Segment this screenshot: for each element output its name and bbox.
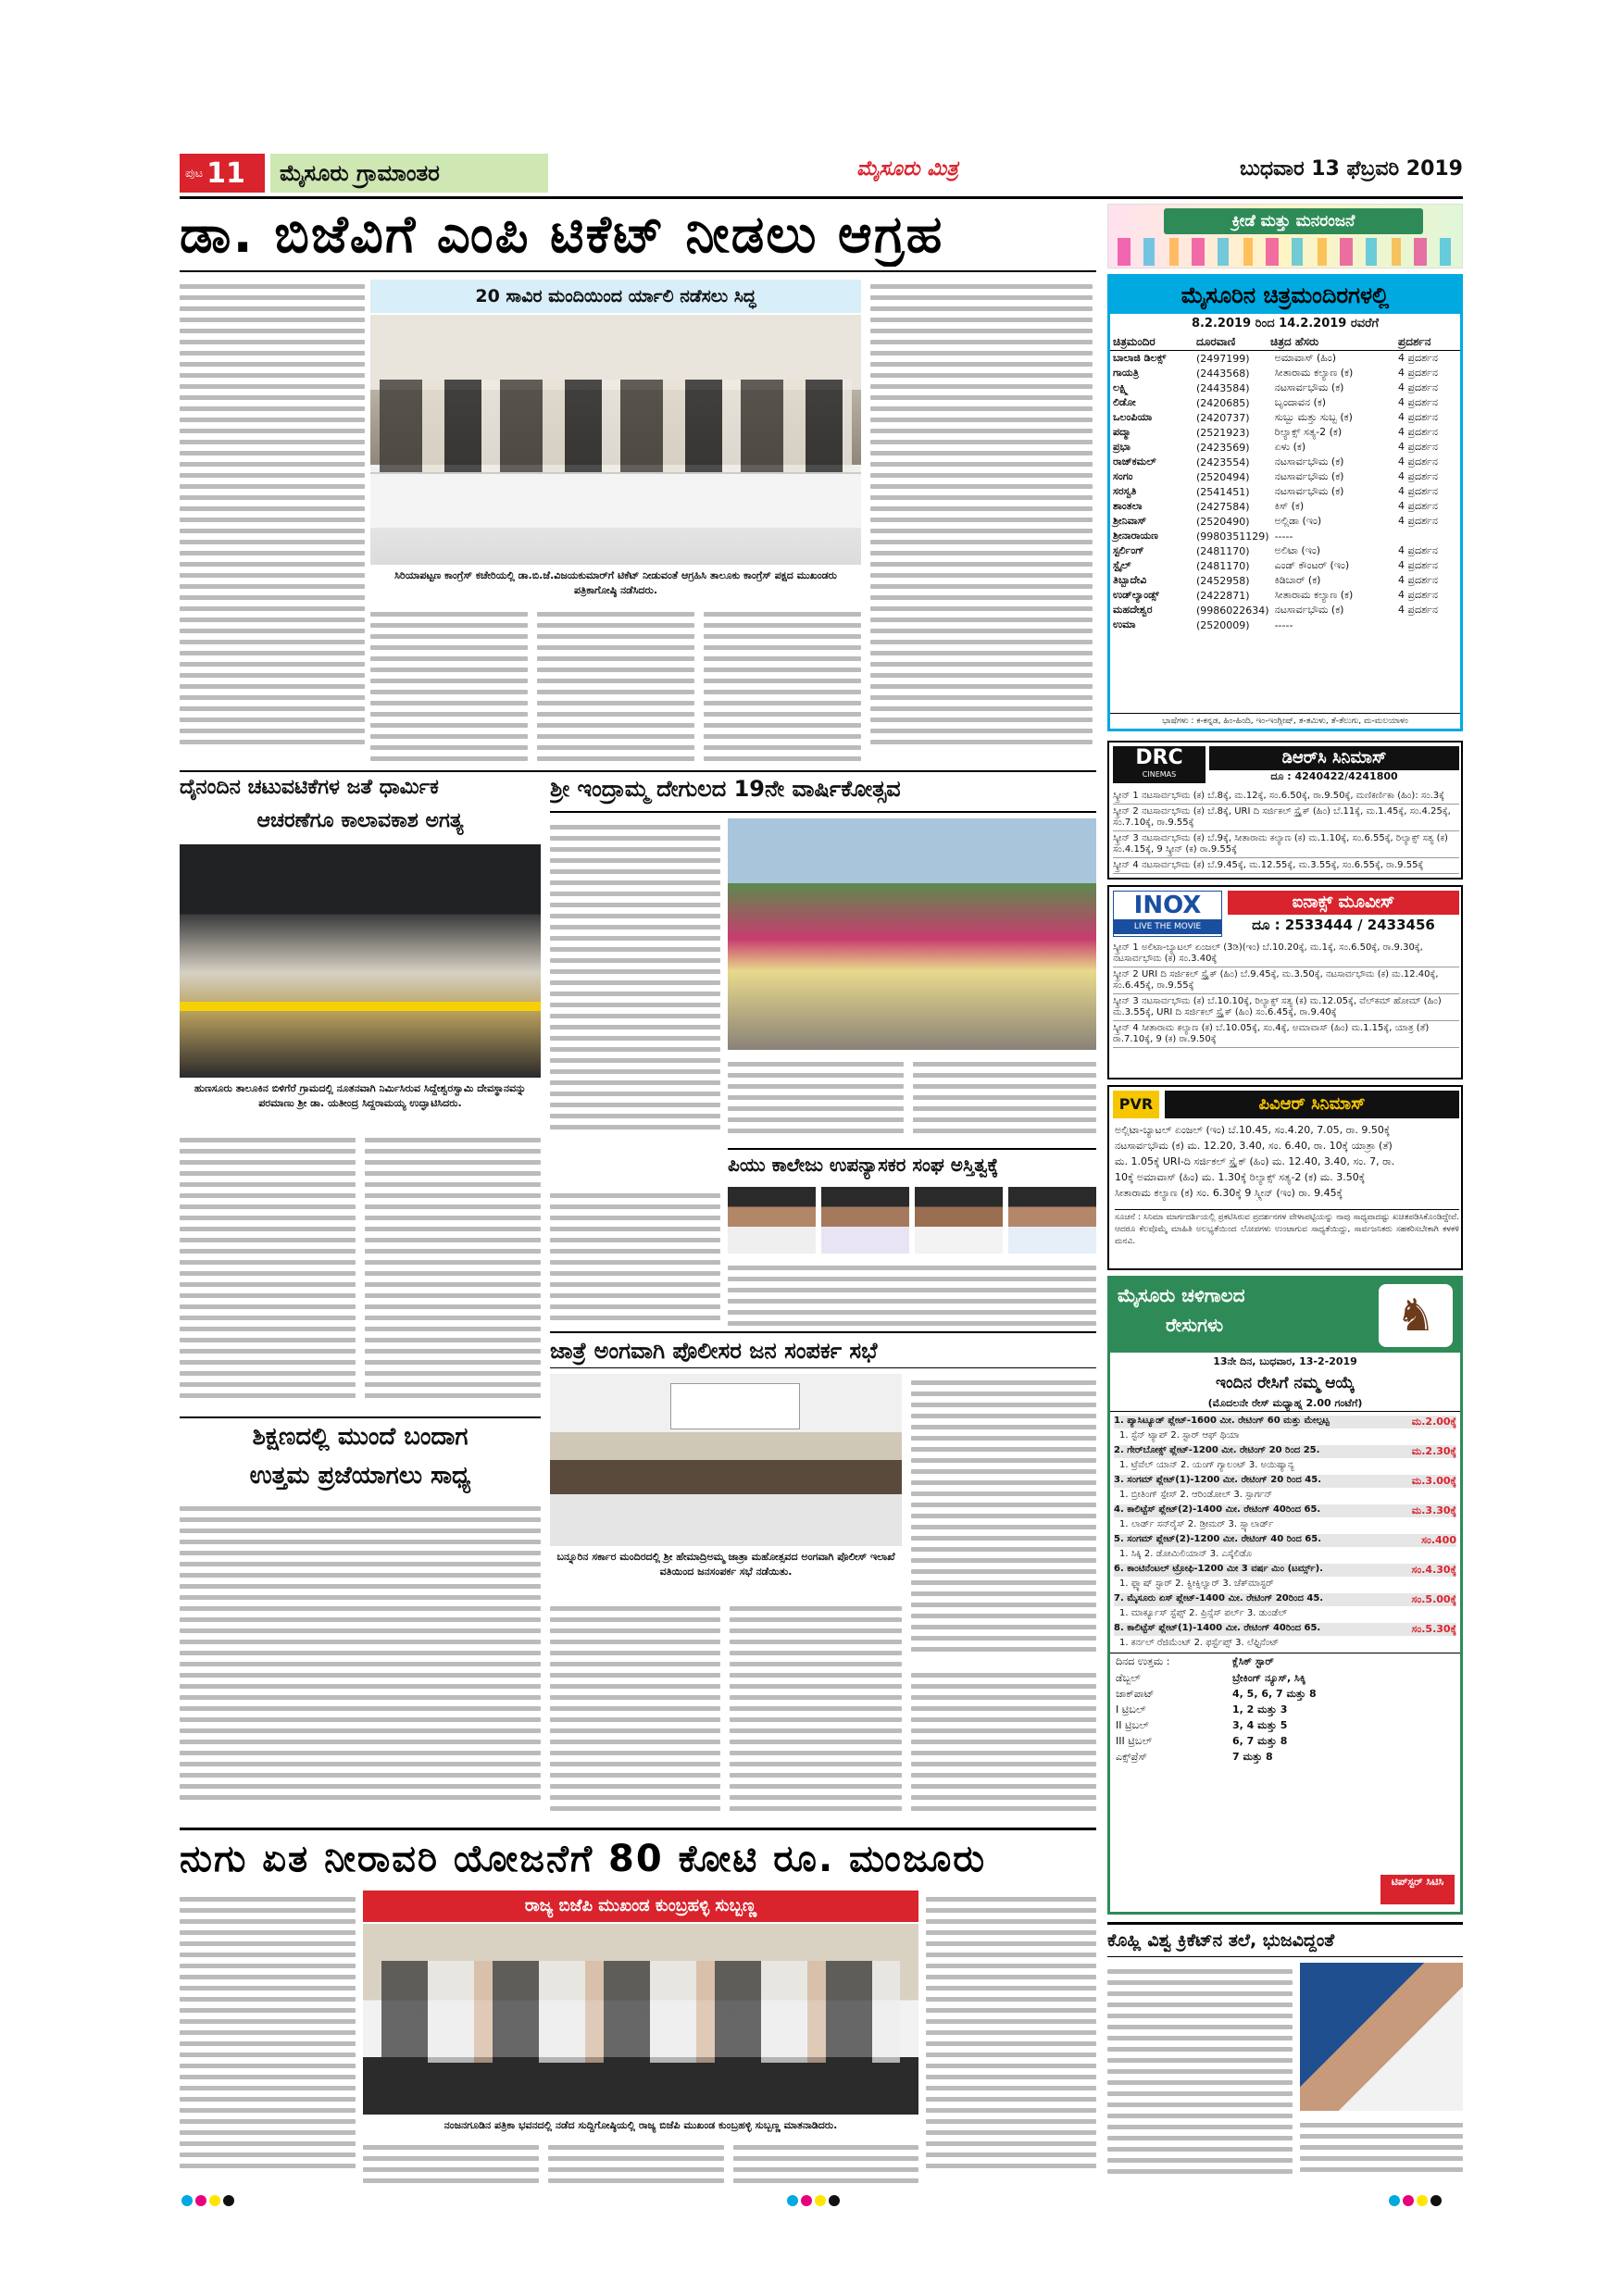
cyan-dot	[1389, 2195, 1400, 2206]
story7-body-col1	[180, 1890, 356, 2183]
theatre-name: ಸರಸ್ವತಿ	[1113, 485, 1137, 497]
yellow-dot	[209, 2195, 220, 2206]
theatre-shows: 4 ಪ್ರದರ್ಶನ	[1398, 544, 1438, 556]
theatre-row	[1110, 410, 1460, 425]
lead-body-col1	[180, 278, 365, 767]
theatre-shows: 4 ಪ್ರದರ್ಶನ	[1398, 500, 1438, 512]
story6-body	[180, 1500, 541, 1822]
theatre-shows	[1395, 529, 1460, 543]
race-head	[1114, 1475, 1456, 1488]
magenta-dot	[1403, 2195, 1414, 2206]
theatre-phone: (2520494)	[1196, 470, 1250, 483]
story5-caption: ಬನ್ನೂರಿನ ಸರ್ಕಾರ ಮಂದಿರದಲ್ಲಿ ಶ್ರೀ ಹೇಮಾದ್ರಿಅಮ್ಮ ಜಾತ್ರಾ ಮಹೋತ್ಸವದ ಅಂಗವಾಗಿ ಪೊಲೀಸ್ ಇಲಾಖೆ ವತಿಯಿಂದ ಜನಸಂಪರ್ಕ ಸಭೆ ನಡೆಯಿತು.	[550, 1548, 902, 1594]
race-pick: 1. ಸಿಕ್ಕಿ 2. ಡೋಮಿಲಿಯಾನ್ 3. ಎಸ್ಕೆಲಿಡೊ	[1119, 1549, 1253, 1559]
story3-photo	[728, 818, 1096, 1050]
portrait-4	[1008, 1187, 1096, 1254]
race-time: ಮ.2.00ಕ್ಕೆ	[1411, 1416, 1456, 1428]
pvr-show-line: ಸೀತಾರಾಮ ಕಲ್ಯಾಣ (ಕ) ಸಂ. 6.30ಕ್ಕೆ 9 ಸ್ಕ್ರೀನ್ (ಇಂ) ರಾ. 9.45ಕ್ಕೆ	[1115, 1187, 1343, 1199]
theatre-film: ನಟಸಾರ್ವಭೌಮ (ಕ)	[1274, 381, 1344, 393]
theatre-film: ಅಲಿಟಾ (ಇಂ)	[1274, 544, 1321, 556]
lead-subhead: 20 ಸಾವಿರ ಮಂದಿಯಿಂದ ರ್ಯಾಲಿ ನಡೆಸಲು ಸಿದ್ಧ	[370, 280, 861, 313]
race-pick: 1. ಲಾರ್ಡ್ ಸನ್‌ರೈಸ್ 2. ಡ್ರೀಮರ್ 3. ಸ್ಪ್ಯಾಲಾರ್ಡ್	[1119, 1519, 1274, 1529]
theatre-film: ನಟಸಾರ್ವಭೌಮ (ಕ)	[1274, 455, 1344, 468]
story2-caption: ಹುಣಸೂರು ತಾಲೂಕಿನ ಬಿಳಿಗೆರೆ ಗ್ರಾಮದಲ್ಲಿ ನೂತನವಾಗಿ ನಿರ್ಮಿಸಿರುವ ಸಿದ್ದೇಶ್ವರಸ್ವಾಮಿ ದೇವಸ್ಥಾನವನ್ನು ಪರಮಾಣು ಶ್ರೀ ಡಾ. ಯತೀಂದ್ರ ಸಿದ್ದರಾಮಯ್ಯ ಉದ್ಘಾಟಿಸಿದರು.	[180, 1079, 541, 1126]
race-tipster: ಟಿಪ್‌ಸ್ಟರ್ ಸಿಟಿಸಿ	[1380, 1875, 1455, 1904]
inox-logo	[1113, 891, 1222, 937]
race-box	[1107, 1276, 1463, 1915]
theatre-film: ಏಳು (ಕ)	[1274, 441, 1306, 453]
theatre-phone: (2420737)	[1196, 411, 1250, 424]
row4-rule	[180, 1828, 1096, 1830]
story5-body-col4	[911, 1666, 1096, 1822]
theatre-name: ಒಲಂಪಿಯಾ	[1113, 411, 1153, 423]
race-head	[1114, 1504, 1456, 1517]
drc-logo-text: DRC	[1135, 746, 1183, 769]
story5-banner	[670, 1383, 800, 1429]
theatre-film: ಸುಬ್ಬು ಮತ್ತು ಸುಬ್ಬ (ಕ)	[1274, 411, 1353, 423]
inox-screens	[1113, 941, 1459, 1078]
story8-body	[1107, 1963, 1293, 2181]
theatre-phone: (2423554)	[1196, 455, 1250, 468]
theatre-row	[1110, 558, 1460, 573]
registration-dots-right	[1389, 2192, 1463, 2205]
black-dot	[829, 2195, 840, 2206]
story7-body-col4	[733, 2139, 918, 2183]
theatre-shows: 4 ಪ್ರದರ್ಶನ	[1398, 515, 1438, 527]
theatre-name: ಮಹದೇಶ್ವರ	[1113, 604, 1153, 616]
theatre-box	[1107, 274, 1463, 731]
theatre-phone: (2443568)	[1196, 367, 1250, 380]
theatre-row	[1110, 573, 1460, 588]
row2-rule	[180, 770, 1096, 772]
race-time: ಮ.3.30ಕ್ಕೆ	[1411, 1504, 1456, 1516]
story7-body-col5	[926, 1890, 1096, 2183]
jackpot-label: I ಟ್ರಿಬಲ್	[1116, 1703, 1146, 1716]
inox-screen-line: ಸ್ಕ್ರೀನ್ 2 URI ದಿ ಸರ್ಜಿಕಲ್ ಸ್ಟ್ರೈಕ್ (ಹಿಂ) ಬೆ.9.45ಕ್ಕೆ, ಮ.3.50ಕ್ಕೆ, ನಟಸಾರ್ವಭೌಮ (ಕ) ಮ.12.40ಕ್ಕೆ, ಸಂ.6.45ಕ್ಕೆ, ರಾ.9.55ಕ್ಕೆ	[1113, 967, 1459, 994]
race-time: ಸಂ.400	[1421, 1534, 1456, 1546]
pvr-show-line: ಅಲ್ಲಿಟಾ-ಬ್ಯಾಟಲ್ ಏಂಜಲ್ (ಇಂ) ಬೆ.10.45, ಸಂ.4.20, 7.05, ರಾ. 9.50ಕ್ಕೆ	[1115, 1124, 1391, 1136]
theatre-row	[1110, 366, 1460, 381]
theatre-row	[1110, 440, 1460, 455]
cyan-dot	[787, 2195, 798, 2206]
theatre-shows: 4 ಪ್ರದರ್ಶನ	[1398, 470, 1438, 482]
theatre-row	[1110, 455, 1460, 469]
registration-dots-center	[787, 2192, 861, 2205]
theatre-film: ಅಲ್ಲಿಡಾ (ಇಂ)	[1274, 515, 1322, 527]
race-pick: 1. ಮಾರ್ಕ್ಯೂಸ್ ಸ್ಟೆಪ್ಸ್ 2. ಪ್ರಿನ್ಸೆಸ್ ಪರ್ಲ್ 3. ಡುಂಡೆಲ್	[1119, 1608, 1288, 1618]
lead-photo	[370, 315, 861, 565]
story2-photo	[180, 844, 541, 1078]
race-title-line: 5. ಸಂಗಮ್ ಪ್ಲೇಟ್(2)-1200 ಮೀ. ರೇಟಿಂಗ್ 40 ರಿಂದ 65.	[1114, 1534, 1321, 1544]
race-title-line: 2. ಗೇರ್‌ಬೋಕ್ಸ್ ಪ್ಲೇಟ್-1200 ಮೀ. ರೇಟಿಂಗ್ 20 ರಿಂದ 25.	[1114, 1445, 1320, 1455]
theatre-name: ಶ್ರೀನಾರಾಯಣ	[1113, 530, 1158, 542]
race-day-best-value: ಕ್ಲೆಸಿಕ್ ಸ್ಟಾರ್	[1232, 1655, 1274, 1667]
theatre-film: ನಟಸಾರ್ವಭೌಮ (ಕ)	[1274, 604, 1344, 616]
theatre-phone: (2520490)	[1196, 515, 1250, 528]
theatre-phone: (2481170)	[1196, 544, 1250, 557]
theatre-row	[1110, 381, 1460, 395]
theatre-row	[1110, 514, 1460, 529]
yellow-dot	[1417, 2195, 1428, 2206]
story8-headline: ಕೊಹ್ಲಿ ವಿಶ್ವ ಕ್ರಿಕೆಟ್‌ನ ತಲೆ, ಭುಜವಿದ್ದಂತೆ	[1107, 1922, 1463, 1957]
theatre-film: -----	[1274, 618, 1293, 631]
race-head	[1114, 1534, 1456, 1547]
race-time: ಮ.3.00ಕ್ಕೆ	[1411, 1475, 1456, 1487]
theatre-film: ನಟಸಾರ್ವಭೌಮ (ಕ)	[1274, 485, 1344, 497]
theatre-title: ಮೈಸೂರಿನ ಚಿತ್ರಮಂದಿರಗಳಲ್ಲಿ	[1110, 277, 1460, 314]
race-title-line: 3. ಸಂಗಮ್ ಪ್ಲೇಟ್(1)-1200 ಮೀ. ರೇಟಿಂಗ್ 20 ರಿಂದ 45.	[1114, 1475, 1321, 1485]
theatre-shows: 4 ಪ್ರದರ್ಶನ	[1398, 352, 1438, 364]
race-title-line: 4. ಕಾಲಿಟ್ಟೆಸ್ ಪ್ಲೇಟ್(2)-1400 ಮೀ. ರೇಟಿಂಗ್ 40ರಿಂದ 65.	[1114, 1504, 1321, 1515]
theatre-rows	[1110, 351, 1460, 632]
theatre-name: ಗಾಯತ್ರಿ	[1113, 367, 1139, 379]
theatre-row	[1110, 618, 1460, 632]
lead-caption: ಸಿರಿಯಾಪಟ್ಟಣ ಕಾಂಗ್ರೆಸ್ ಕಚೇರಿಯಲ್ಲಿ ಡಾ.ಬಿ.ಜೆ.ವಿಜಯಕುಮಾರ್‌ಗೆ ಟಿಕೆಟ್ ನೀಡುವಂತೆ ಆಗ್ರಹಿಸಿ ತಾಲೂಕು ಕಾಂಗ್ರೆಸ್ ಪಕ್ಷದ ಮುಖಂಡರು ಪತ್ರಿಕಾಗೋಷ್ಠಿ ನಡೆಸಿದರು.	[370, 567, 861, 600]
theatre-shows: 4 ಪ್ರದರ್ಶನ	[1398, 559, 1438, 571]
theatre-phone: (2423569)	[1196, 441, 1250, 454]
portrait-3	[915, 1187, 1003, 1254]
sports-banner-label: ಕ್ರೀಡೆ ಮತ್ತು ಮನರಂಜನೆ	[1164, 208, 1423, 234]
issue-date: ಬುಧವಾರ 13 ಫೆಬ್ರವರಿ 2019	[1239, 157, 1463, 181]
race-day-best-label: ದಿನದ ಉತ್ತಮ :	[1116, 1655, 1170, 1667]
inox-phone: ದೂ : 2533444 / 2433456	[1252, 917, 1435, 933]
theatre-phone: (9986022634)	[1196, 604, 1269, 617]
theatre-name: ಸ್ಟರ್ಲಿಂಗ್	[1113, 544, 1144, 556]
race-start-time: (ಮೊದಲನೇ ರೇಸ್ ಮಧ್ಯಾಹ್ನ 2.00 ಗಂಟೆಗೆ)	[1110, 1395, 1460, 1412]
race-title-line: 8. ಕಾಲಿಟ್ಟೆಸ್ ಪ್ಲೇಟ್(1)-1400 ಮೀ. ರೇಟಿಂಗ್ 40ರಿಂದ 65.	[1114, 1623, 1321, 1633]
story2-ribbon	[180, 1002, 541, 1011]
story8-body-col2	[1300, 2116, 1463, 2181]
lead-body-col5	[870, 278, 1093, 767]
story4-headline: ಪಿಯು ಕಾಲೇಜು ಉಪನ್ಯಾಸಕರ ಸಂಘ ಅಸ್ತಿತ್ವಕ್ಕೆ	[728, 1148, 1096, 1181]
jackpot-label: ಜಾಕ್‌ಪಾಟ್	[1116, 1688, 1155, 1700]
theatre-phone: (2427584)	[1196, 500, 1250, 513]
race-head	[1114, 1416, 1456, 1429]
story6-headline1: ಶಿಕ್ಷಣದಲ್ಲಿ ಮುಂದೆ ಬಂದಾಗ	[180, 1416, 541, 1454]
race-time: ಸಂ.4.30ಕ್ಕೆ	[1411, 1564, 1456, 1576]
story4-portraits	[728, 1187, 1096, 1254]
theatre-name: ಸ್ಟೈಲ್	[1113, 559, 1131, 571]
sports-figures-icon	[1118, 238, 1455, 266]
jackpot-label: ಎಕ್ಸ್‌ಪ್ರೆಸ್	[1116, 1751, 1148, 1763]
drc-phone: ದೂ : 4240422/4241800	[1270, 770, 1398, 782]
theatre-film: ಕಿಸ್ (ಕ)	[1274, 500, 1305, 512]
story7-caption: ನಂಜನಗೂಡಿನ ಪತ್ರಿಕಾ ಭವನದಲ್ಲಿ ನಡೆದ ಸುದ್ದಿಗೋಷ್ಠಿಯಲ್ಲಿ ರಾಜ್ಯ ಬಿಜೆಪಿ ಮುಖಂಡ ಕುಂಬ್ರಹಳ್ಳಿ ಸುಬ್ಬಣ್ಣ ಮಾತನಾಡಿದರು.	[363, 2116, 918, 2135]
theatre-phone: (2520009)	[1196, 618, 1250, 631]
theatre-name: ಶ್ರೀನಿವಾಸ್	[1113, 515, 1147, 527]
lead-body-col3	[537, 605, 694, 768]
black-dot	[223, 2195, 234, 2206]
race-time: ಸಂ.5.30ಕ್ಕೆ	[1411, 1623, 1456, 1635]
theatre-shows: 4 ಪ್ರದರ್ಶನ	[1398, 411, 1438, 423]
theatre-phone: (2541451)	[1196, 485, 1250, 498]
story5-body-col1	[911, 1374, 1096, 1661]
theatre-name: ಸಂಗಂ	[1113, 470, 1133, 482]
theatre-phone: (2481170)	[1196, 559, 1250, 572]
theatre-name: ಲಿಡೋ	[1113, 396, 1136, 408]
theatre-name: ಉಮಾ	[1113, 618, 1136, 630]
story3-body-col3	[913, 1055, 1096, 1144]
story2-body-col2	[365, 1131, 541, 1409]
theatre-name: ಶಾಂತಲಾ	[1113, 500, 1143, 512]
race-head	[1114, 1445, 1456, 1458]
magenta-dot	[195, 2195, 206, 2206]
jackpot-label: III ಟ್ರಿಬಲ್	[1116, 1735, 1153, 1747]
theatre-shows: 4 ಪ್ರದರ್ಶನ	[1398, 589, 1438, 601]
race-title-line: 1. ಪ್ಯಾಸಿಟ್ಯೂಡ್ ಪ್ಲೇಟ್-1600 ಮೀ. ರೇಟಿಂಗ್ 60 ಮತ್ತು ಮೇಲ್ಪಟ್ಟ	[1114, 1416, 1330, 1426]
inox-logo-text: INOX	[1133, 892, 1202, 919]
theatre-phone: (2443584)	[1196, 381, 1250, 394]
theatre-phone: (2521923)	[1196, 426, 1250, 439]
race-pick: 1. ಬ್ರೀತಿಂಗ್ ಸ್ಪೇಸ್ 2. ಆರಿಂಡೋಲ್ 3. ಸ್ಪಾರ್ಗನ್	[1119, 1490, 1273, 1500]
theatre-film: ನಟಸಾರ್ವಭೌಮ (ಕ)	[1274, 470, 1344, 482]
race-head	[1114, 1564, 1456, 1577]
story7-subhead: ರಾಜ್ಯ ಬಿಜೆಪಿ ಮುಖಂಡ ಕುಂಬ್ರಹಳ್ಳಿ ಸುಬ್ಬಣ್ಣ	[363, 1890, 918, 1922]
pvr-title: ಪಿವಿಆರ್ ಸಿನಿಮಾಸ್	[1165, 1091, 1459, 1118]
jackpot-value: 4, 5, 6, 7 ಮತ್ತು 8	[1232, 1688, 1317, 1700]
pvr-show-line: ನಟಸಾರ್ವಭೌಮ (ಕ) ಮ. 12.20, 3.40, ಸಂ. 6.40, ರಾ. 10ಕ್ಕೆ ಯಾತ್ರಾ (ತೆ)	[1115, 1140, 1393, 1152]
pvr-lines	[1115, 1122, 1459, 1205]
section-title: ಮೈಸೂರು ಗ್ರಾಮಾಂತರ	[270, 154, 548, 193]
race-head	[1114, 1593, 1456, 1606]
race-day-best-row	[1110, 1653, 1460, 1670]
story3-body-col2	[728, 1055, 904, 1144]
drc-screen-line: ಸ್ಕ್ರೀನ್ 3 ನಟಸಾರ್ವಭೌಮ (ಕ) ಬೆ.9ಕ್ಕೆ, ಸೀತಾರಾಮ ಕಲ್ಯಾಣ (ಕ) ಮ.1.10ಕ್ಕೆ, ಸಂ.6.55ಕ್ಕೆ, ರಿಲ್ಯಾಕ್ಸ್ ಸತ್ಯ (ಕ) ಸಂ.4.15ಕ್ಕೆ, 9 ಸ್ಕ್ರೀನ್ (ಕ) ರಾ.9.55ಕ್ಕೆ	[1113, 831, 1459, 858]
pvr-logo: PVR	[1113, 1091, 1159, 1118]
jackpot-row	[1116, 1733, 1455, 1749]
theatre-phone: (2422871)	[1196, 589, 1250, 602]
inox-title: ಐನಾಕ್ಸ್ ಮೂವೀಸ್	[1228, 891, 1459, 915]
pvr-show-line: 10ಕ್ಕೆ ಅಮಾವಾಸ್ (ಹಿಂ) ಮ. 1.30ಕ್ಕೆ ರಿಲ್ಯಾಕ್ಸ್ ಸತ್ಯ-2 (ಕ) ಮ. 3.50ಕ್ಕೆ	[1115, 1171, 1366, 1183]
theatre-film: ಬೃಂದಾವನ (ಕ)	[1274, 396, 1327, 408]
drc-title: ಡಿಆರ್‌ಸಿ ಸಿನಿಮಾಸ್	[1209, 746, 1459, 770]
race-day: 13ನೇ ದಿನ, ಬುಧವಾರ, 13-2-2019	[1213, 1355, 1357, 1367]
jackpot-row	[1116, 1749, 1455, 1765]
race-time: ಸಂ.5.00ಕ್ಕೆ	[1411, 1593, 1456, 1605]
sports-banner	[1107, 204, 1463, 268]
jackpot-row	[1116, 1670, 1455, 1686]
race-pick: 1. ಸ್ಟೆನ್ ಟ್ಯಾಪ್ 2. ಸ್ಟಾರ್ ಆಫ್ ಥಿಯಾ	[1119, 1430, 1240, 1441]
story2-headline1: ದೈನಂದಿನ ಚಟುವಟಿಕೆಗಳ ಜತೆ ಧಾರ್ಮಿಕ	[180, 776, 439, 799]
story2-headline2: ಆಚರಣೆಗೂ ಕಾಲಾವಕಾಶ ಅಗತ್ಯ	[256, 809, 464, 832]
story7-people	[381, 1961, 900, 2063]
theatre-col-phone: ದೂರವಾಣಿ	[1196, 335, 1236, 348]
inox-screen-line: ಸ್ಕ್ರೀನ್ 3 ನಟಸಾರ್ವಭೌಮ (ಕ) ಬೆ.10.10ಕ್ಕೆ, ರಿಲ್ಯಾಕ್ಸ್ ಸತ್ಯ (ಕ) ಮ.12.05ಕ್ಕೆ, ವೆಲ್‌ಕಮ್ ಹೋಮ್ (ಹಿಂ) ಮ.3.55ಕ್ಕೆ, URI ದಿ ಸರ್ಜಿಕಲ್ ಸ್ಟ್ರೈಕ್ (ಹಿಂ) ಸಂ.6.45ಕ್ಕೆ, ರಾ.9.40ಕ್ಕೆ	[1113, 994, 1459, 1021]
jackpot-label: ಡೆಬ್ಬಲ್	[1116, 1672, 1141, 1684]
story5-body-col2	[550, 1600, 720, 1822]
paper-name: ಮೈಸೂರು ಮಿತ್ರ	[856, 157, 958, 181]
race-head	[1114, 1623, 1456, 1636]
theatre-shows: 4 ಪ್ರದರ್ಶನ	[1398, 367, 1438, 379]
inox-screen-line: ಸ್ಕ್ರೀನ್ 1 ಅಲಿಟಾ-ಬ್ಯಾಟಲ್ ಏಂಜಲ್ (3ಡಿ)(ಇಂ) ಬೆ.10.20ಕ್ಕೆ, ಮ.1ಕ್ಕೆ, ಸಂ.6.50ಕ್ಕೆ, ರಾ.9.30ಕ್ಕೆ, ನಟಸಾರ್ವಭೌಮ (ಕ) ಸಂ.3.40ಕ್ಕೆ	[1113, 941, 1459, 967]
theatre-film: ರಿಲ್ಯಾಕ್ಸ್ ಸತ್ಯ-2 (ಕ)	[1274, 426, 1343, 438]
race-selection-title: ಇಂದಿನ ರೇಸಿಗೆ ನಮ್ಮ ಆಯ್ಕೆ	[1216, 1374, 1355, 1392]
race-title-line: 7. ಮೈಸೂರು ಏಸ್ ಪ್ಲೇಟ್-1400 ಮೀ. ರೇಟಿಂಗ್ 20ರಿಂದ 45.	[1114, 1593, 1324, 1603]
theatre-shows: 4 ಪ್ರದರ್ಶನ	[1398, 426, 1438, 438]
theatre-col-name: ಚಿತ್ರಮಂದಿರ	[1113, 335, 1156, 348]
theatre-name: ರಾಜ್‌ಕಮಲ್	[1113, 455, 1156, 468]
drc-screen-line: ಸ್ಕ್ರೀನ್ 1 ನಟಸಾರ್ವಭೌಮ (ಕ) ಬೆ.8ಕ್ಕೆ, ಮ.12ಕ್ಕೆ, ಸಂ.6.50ಕ್ಕೆ, ರಾ.9.50ಕ್ಕೆ, ಮಣಿಕರ್ಣಿಕಾ (ಹಿಂ): ಸಂ.3ಕ್ಕೆ	[1113, 789, 1459, 805]
lead-photo-people	[380, 380, 852, 472]
theatre-name: ಉಡ್‌ಲ್ಯಾಂಡ್ಸ್	[1113, 589, 1159, 601]
page-number-badge	[180, 154, 265, 193]
theatre-row	[1110, 499, 1460, 514]
theatre-col-shows: ಪ್ರದರ್ಶನ	[1398, 335, 1431, 348]
race-time: ಮ.2.30ಕ್ಕೆ	[1411, 1445, 1456, 1457]
portrait-2	[821, 1187, 909, 1254]
theatre-name: ತಿಬ್ಬಾದೇವಿ	[1113, 574, 1147, 586]
jackpot-value: 6, 7 ಮತ್ತು 8	[1232, 1735, 1288, 1747]
inox-screen-line: ಸ್ಕ್ರೀನ್ 4 ಸೀತಾರಾಮ ಕಲ್ಯಾಣ (ಕ) ಬೆ.10.05ಕ್ಕೆ, ಸಂ.4ಕ್ಕೆ, ಅಮಾವಾಸ್ (ಹಿಂ) ಮ.1.15ಕ್ಕೆ, ಯಾತ್ರ (ತೆ) ರಾ.7.10ಕ್ಕೆ, 9 (ಕ) ರಾ.9.50ಕ್ಕೆ	[1113, 1021, 1459, 1048]
jackpot-row	[1116, 1702, 1455, 1717]
drc-logo-sub: CINEMAS	[1142, 770, 1177, 779]
registration-dots-left	[181, 2192, 256, 2205]
theatre-phone: (2497199)	[1196, 352, 1250, 365]
drc-screen-line: ಸ್ಕ್ರೀನ್ 4 ನಟಸಾರ್ವಭೌಮ (ಕ) ಬೆ.9.45ಕ್ಕೆ, ಮ.12.55ಕ್ಕೆ, ಮ.3.55ಕ್ಕೆ, ಸಂ.6.55ಕ್ಕೆ, ರಾ.9.55ಕ್ಕೆ	[1113, 858, 1459, 874]
inox-tagline: LIVE THE MOVIE	[1114, 919, 1221, 934]
theatre-col-film: ಚಿತ್ರದ ಹೆಸರು	[1270, 335, 1319, 348]
theatre-shows	[1395, 618, 1460, 632]
story5-body-col3	[730, 1600, 902, 1822]
story4-body-col1	[550, 1187, 720, 1326]
theatre-row	[1110, 484, 1460, 499]
theatre-shows: 4 ಪ್ರದರ್ಶನ	[1398, 604, 1438, 616]
drc-screens	[1113, 789, 1459, 878]
jackpot-value: 7 ಮತ್ತು 8	[1232, 1751, 1273, 1763]
theatre-name: ಪ್ರಭಾ	[1113, 441, 1131, 453]
theatre-row	[1110, 351, 1460, 366]
drc-logo	[1113, 746, 1206, 783]
race-pick: 1. ಫ್ಲ್ಯಾಷ್ ಸ್ಟಾರ್ 2. ಕ್ವೀಕ್ಸಿಲ್ವಾರ್ 3. ಚೆಕ್‌ಮಾಸ್ಟರ್	[1119, 1578, 1274, 1589]
magenta-dot	[801, 2195, 812, 2206]
theatre-phone: (2420685)	[1196, 396, 1250, 409]
theatre-shows: 4 ಪ್ರದರ್ಶನ	[1398, 574, 1438, 586]
race-pick: 1. ಟ್ರೆವೆಲ್ ಯಾನ್ 2. ಯಂಗ್ ಗ್ಯಾಲಂಟ್ 3. ಅಯಿಷ್ಯಾನ್ಯ	[1119, 1460, 1294, 1470]
theatre-phone: (9980351129)	[1196, 530, 1269, 543]
page-label: ಪುಟ	[185, 166, 204, 181]
theatre-film: ಅಮಾವಾಸ್ (ಹಿಂ)	[1274, 352, 1337, 364]
theatre-row	[1110, 588, 1460, 603]
story5-headline: ಜಾತ್ರೆ ಅಂಗವಾಗಿ ಪೊಲೀಸರ ಜನ ಸಂಪರ್ಕ ಸಭೆ	[550, 1331, 1096, 1368]
theatre-shows: 4 ಪ್ರದರ್ಶನ	[1398, 455, 1438, 468]
yellow-dot	[815, 2195, 826, 2206]
lead-headline: ಡಾ. ಬಿಜೆವಿಗೆ ಎಂಪಿ ಟಿಕೆಟ್ ನೀಡಲು ಆಗ್ರಹ	[180, 205, 944, 265]
theatre-row	[1110, 529, 1460, 543]
theatre-phone: (2452958)	[1196, 574, 1250, 587]
story4-body-col2	[728, 1259, 1096, 1328]
drc-box	[1107, 741, 1463, 880]
theatre-shows: 4 ಪ್ರದರ್ಶನ	[1398, 381, 1438, 393]
story3-body	[550, 818, 720, 1144]
theatre-row	[1110, 603, 1460, 618]
theatre-shows: 4 ಪ್ರದರ್ಶನ	[1398, 396, 1438, 408]
story3-headline: ಶ್ರೀ ಇಂದ್ರಾಮ್ಮ ದೇಗುಲದ 19ನೇ ವಾರ್ಷಿಕೋತ್ಸವ	[550, 776, 1096, 813]
story8-photo	[1300, 1963, 1463, 2111]
jackpot-value: 3, 4 ಮತ್ತು 5	[1232, 1719, 1288, 1731]
drc-screen-line: ಸ್ಕ್ರೀನ್ 2 ನಟಸಾರ್ವಭೌಮ (ಕ) ಬೆ.8ಕ್ಕೆ, URI ದಿ ಸರ್ಜಿಕಲ್ ಸ್ಟ್ರೈಕ್ (ಹಿಂ) ಬೆ.11ಕ್ಕೆ, ಮ.1.45ಕ್ಕೆ, ಸಂ.4.25ಕ್ಕೆ, ಸಂ.7.10ಕ್ಕೆ, ರಾ.9.55ಕ್ಕೆ	[1113, 805, 1459, 831]
theatre-row	[1110, 425, 1460, 440]
race-title-line: 6. ಕಾಂಟಿನೆಂಟಲ್ ಟ್ರೋಫಿ-1200 ಮೀ 3 ವರ್ಷ ಮಿಂ (ಟರ್ಮ್ಸ್).	[1114, 1564, 1323, 1574]
theatre-film: ಎಂಡ್ ಕೌಂಟರ್ (ಇಂ)	[1274, 559, 1350, 571]
race-title: ಮೈಸೂರು ಚಳಿಗಾಲದ	[1118, 1284, 1245, 1306]
story7-photo	[363, 1924, 918, 2115]
race-header	[1110, 1279, 1460, 1353]
jackpot-value: 1, 2 ಮತ್ತು 3	[1232, 1703, 1288, 1716]
pvr-box	[1107, 1085, 1463, 1270]
horse-icon: ♞	[1379, 1284, 1453, 1347]
theatre-name: ಲಕ್ಷ್ಮಿ	[1113, 381, 1129, 393]
pvr-note: ಸೂಚನೆ : ಸಿನಿಮಾ ಮಾರ್ಗದರ್ಶಿಯಲ್ಲಿ ಪ್ರಕಟಿಸಿರುವ ಪ್ರದರ್ಶನಗಳ ವೇಳಾಪಟ್ಟಿಯನ್ನು ನಾವು ಸಾಧ್ಯವಾದಷ್ಟು ಖಚಿತಪಡಿಸಿಕೊಂಡಿದ್ದೇವೆ. ಆದರೂ ಕೆಲವೊಮ್ಮೆ ಮಾಹಿತಿ ಅಲಭ್ಯತೆಯಿಂದ ಲೋಪಗಳು ಉಂಟಾಗುವ ಸಾಧ್ಯತೆಯಿದ್ದು, ಸಾರ್ವಜನಿಕರು ಸಹಕರಿಸಬೇಕಾಗಿ ಕಳಕಳಿ ಮನವಿ.	[1115, 1209, 1459, 1268]
race-list	[1110, 1412, 1460, 1653]
theatre-name: ಬಾಲಾಜಿ ಡಿಲಕ್ಸ್	[1113, 352, 1167, 364]
theatre-film: -----	[1274, 530, 1293, 543]
theatre-film: ಸೀತಾರಾಮ ಕಲ್ಯಾಣ (ಕ)	[1274, 589, 1354, 601]
theatre-shows: 4 ಪ್ರದರ್ಶನ	[1398, 485, 1438, 497]
lead-photo-table	[370, 472, 861, 528]
jackpot-row	[1116, 1686, 1455, 1702]
theatre-legend: ಭಾಷೆಗಳು : ಕ-ಕನ್ನಡ, ಹಿಂ-ಹಿಂದಿ, ಇಂ-ಇಂಗ್ಲೀಷ್, ತ-ತಮಿಳು, ತೆ-ತೆಲುಗು, ಮ-ಮಲಯಾಳಂ	[1110, 713, 1460, 727]
theatre-film: ಸೀತಾರಾಮ ಕಲ್ಯಾಣ (ಕ)	[1274, 367, 1354, 379]
story7-body-col3	[548, 2139, 724, 2183]
theatre-name: ಪದ್ಮಾ	[1113, 426, 1131, 438]
inox-box	[1107, 885, 1463, 1079]
race-jackpot	[1110, 1670, 1460, 1765]
theatre-film: ಕಿಡಿಬಾರ್ (ಕ)	[1274, 574, 1321, 586]
race-title2: ರೇಸುಗಳು	[1166, 1314, 1224, 1336]
portrait-1	[728, 1187, 816, 1254]
cyan-dot	[181, 2195, 193, 2206]
lead-body-col2	[370, 605, 528, 768]
jackpot-label: II ಟ್ರಿಬಲ್	[1116, 1719, 1149, 1731]
race-pick: 1. ಕರ್ನಲ್ ರೆಜಿಮೆಂಟ್ 2. ಫರ್ಸ್ಟೆಪ್ಸ್ 3. ಲೆಫ್ಟಿನೆಂಟ್	[1119, 1638, 1280, 1648]
jackpot-row	[1116, 1717, 1455, 1733]
theatre-row	[1110, 395, 1460, 410]
story7-body-col2	[363, 2139, 539, 2183]
story5-photo	[550, 1374, 902, 1546]
masthead-rule	[180, 196, 1463, 199]
story2-body-col1	[180, 1131, 356, 1409]
lead-body-col4	[704, 605, 861, 768]
theatre-dates: 8.2.2019 ರಿಂದ 14.2.2019 ರವರೆಗೆ	[1191, 317, 1380, 331]
theatre-row	[1110, 469, 1460, 484]
theatre-row	[1110, 543, 1460, 558]
jackpot-value: ಬ್ರೇಕಿಂಗ್ ನ್ಯೂಸ್, ಸಿಕ್ಕಿ	[1232, 1672, 1306, 1684]
theatre-table	[1110, 334, 1460, 351]
black-dot	[1430, 2195, 1442, 2206]
story7-headline: ನುಗು ಏತ ನೀರಾವರಿ ಯೋಜನೆಗೆ 80 ಕೋಟಿ ರೂ. ಮಂಜೂರು	[180, 1838, 987, 1880]
page-number: 11	[206, 156, 245, 190]
theatre-shows: 4 ಪ್ರದರ್ಶನ	[1398, 441, 1438, 453]
story6-headline2: ಉತ್ತಮ ಪ್ರಜೆಯಾಗಲು ಸಾಧ್ಯ	[249, 1462, 471, 1490]
pvr-show-line: ಮ. 1.05ಕ್ಕೆ URI-ದಿ ಸರ್ಜಿಕಲ್ ಸ್ಟ್ರೈಕ್ (ಹಿಂ) ಮ. 12.40, 3.40, ಸಂ. 7, ರಾ.	[1115, 1155, 1395, 1167]
lead-rule	[180, 270, 1096, 272]
